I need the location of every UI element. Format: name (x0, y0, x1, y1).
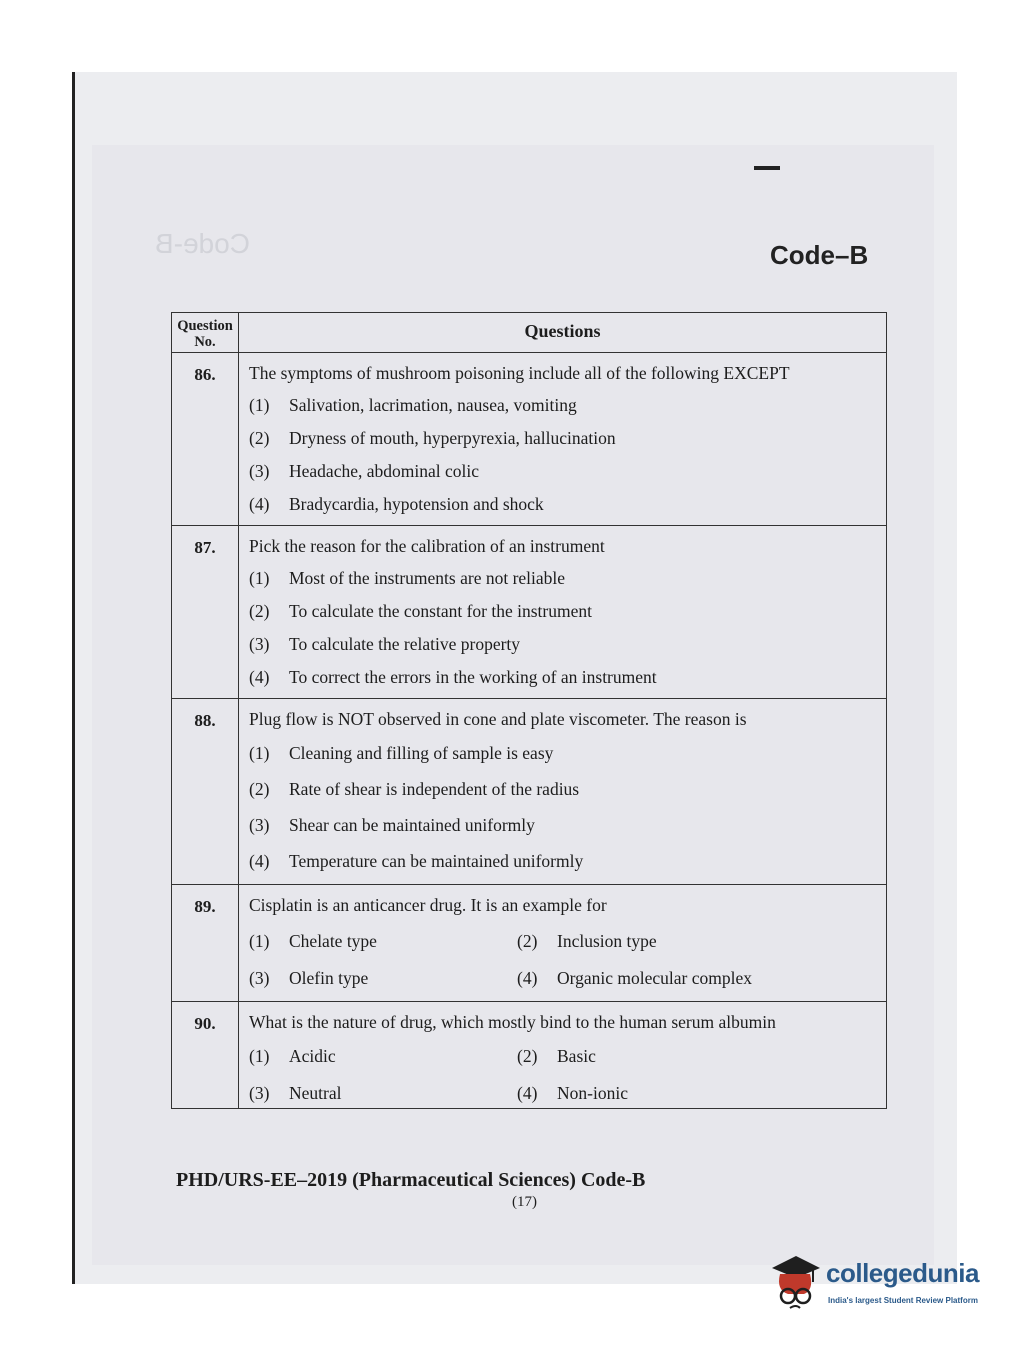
question-stem: The symptoms of mushroom poisoning include all of the following EXCEPT (249, 363, 790, 383)
option-row (249, 1044, 886, 1069)
option (249, 777, 886, 802)
option (249, 599, 886, 624)
question-body (239, 1002, 887, 1109)
option (249, 966, 517, 991)
collegedunia-logo (766, 1248, 996, 1318)
option (249, 426, 886, 451)
question-body (239, 885, 887, 1002)
table-row (172, 1002, 887, 1109)
table-header-row (172, 313, 887, 353)
option-text: To calculate the constant for the instrument (289, 601, 592, 621)
page-number: (17) (512, 1194, 537, 1210)
code-label: Code–B (770, 240, 869, 270)
option-text: Most of the instruments are not reliable (289, 568, 566, 588)
option (517, 929, 785, 954)
option-number: (3) (249, 815, 270, 835)
option (249, 492, 886, 517)
option-text: Organic molecular complex (557, 968, 753, 988)
option (249, 1044, 517, 1069)
option-number: (2) (517, 931, 538, 951)
option-row (249, 1081, 886, 1106)
question-stem: Cisplatin is an anticancer drug. It is an example for (249, 895, 607, 915)
question-stem: What is the nature of drug, which mostly bind to the human serum albumin (249, 1012, 776, 1032)
option (249, 929, 517, 954)
option-text: Shear can be maintained uniformly (289, 815, 535, 835)
option-number: (3) (249, 1083, 270, 1103)
option-number: (3) (249, 634, 270, 654)
option-text: Acidic (289, 1046, 336, 1066)
question-no-header: Question No. (172, 313, 239, 353)
question-number: 86. (172, 353, 239, 526)
option-text: Dryness of mouth, hyperpyrexia, hallucination (289, 428, 616, 448)
option-number: (2) (249, 779, 270, 799)
option-text: Rate of shear is independent of the radius (289, 779, 580, 799)
option-text: Bradycardia, hypotension and shock (289, 494, 544, 514)
option-text: Salivation, lacrimation, nausea, vomiting (289, 395, 577, 415)
option (249, 813, 886, 838)
option-row (249, 966, 886, 991)
option-text: Basic (557, 1046, 596, 1066)
option-text: Chelate type (289, 931, 377, 951)
bleed-through-text: Code-B (155, 228, 250, 259)
option-number: (2) (249, 428, 270, 448)
mascot-icon (766, 1250, 822, 1310)
question-number: 87. (172, 526, 239, 699)
option-number: (1) (249, 395, 270, 415)
option-text: Temperature can be maintained uniformly (289, 851, 584, 871)
option-number: (3) (249, 461, 270, 481)
page-mark (754, 166, 780, 170)
table-row (172, 353, 887, 526)
option (517, 1044, 785, 1069)
question-body (239, 699, 887, 885)
option-text: Cleaning and filling of sample is easy (289, 743, 554, 763)
option (249, 665, 886, 690)
table-row (172, 885, 887, 1002)
question-body (239, 353, 887, 526)
option-row (249, 929, 886, 954)
option-number: (4) (249, 851, 270, 871)
option-text: Non-ionic (557, 1083, 628, 1103)
option-text: Headache, abdominal colic (289, 461, 479, 481)
option-number: (2) (517, 1046, 538, 1066)
option (249, 393, 886, 418)
option-text: Inclusion type (557, 931, 657, 951)
table-row (172, 526, 887, 699)
option-text: To correct the errors in the working of an instrument (289, 667, 657, 687)
question-body (239, 526, 887, 699)
table-row (172, 699, 887, 885)
question-number: 89. (172, 885, 239, 1002)
option-number: (4) (517, 968, 538, 988)
option-number: (3) (249, 968, 270, 988)
option-number: (2) (249, 601, 270, 621)
option-number: (1) (249, 931, 270, 951)
option-text: To calculate the relative property (289, 634, 521, 654)
option-number: (1) (249, 1046, 270, 1066)
option-number: (4) (517, 1083, 538, 1103)
question-number: 90. (172, 1002, 239, 1109)
option (249, 566, 886, 591)
option (249, 741, 886, 766)
option-text: Neutral (289, 1083, 342, 1103)
option-number: (4) (249, 494, 270, 514)
brand-name: collegedunia (826, 1258, 979, 1288)
option (517, 966, 785, 991)
option-number: (1) (249, 743, 270, 763)
question-stem: Pick the reason for the calibration of an instrument (249, 536, 605, 556)
option (249, 1081, 517, 1106)
option-text: Olefin type (289, 968, 369, 988)
option-number: (4) (249, 667, 270, 687)
questions-table (171, 312, 887, 1109)
option (249, 849, 886, 874)
question-number: 88. (172, 699, 239, 885)
option-number: (1) (249, 568, 270, 588)
question-stem: Plug flow is NOT observed in cone and plate viscometer. The reason is (249, 709, 747, 729)
option (249, 459, 886, 484)
exam-footer: PHD/URS-EE–2019 (Pharmaceutical Sciences) Code-B (176, 1169, 646, 1191)
option (249, 632, 886, 657)
brand-tagline: India's largest Student Review Platform (828, 1296, 978, 1305)
option (517, 1081, 785, 1106)
questions-header: Questions (239, 313, 887, 353)
